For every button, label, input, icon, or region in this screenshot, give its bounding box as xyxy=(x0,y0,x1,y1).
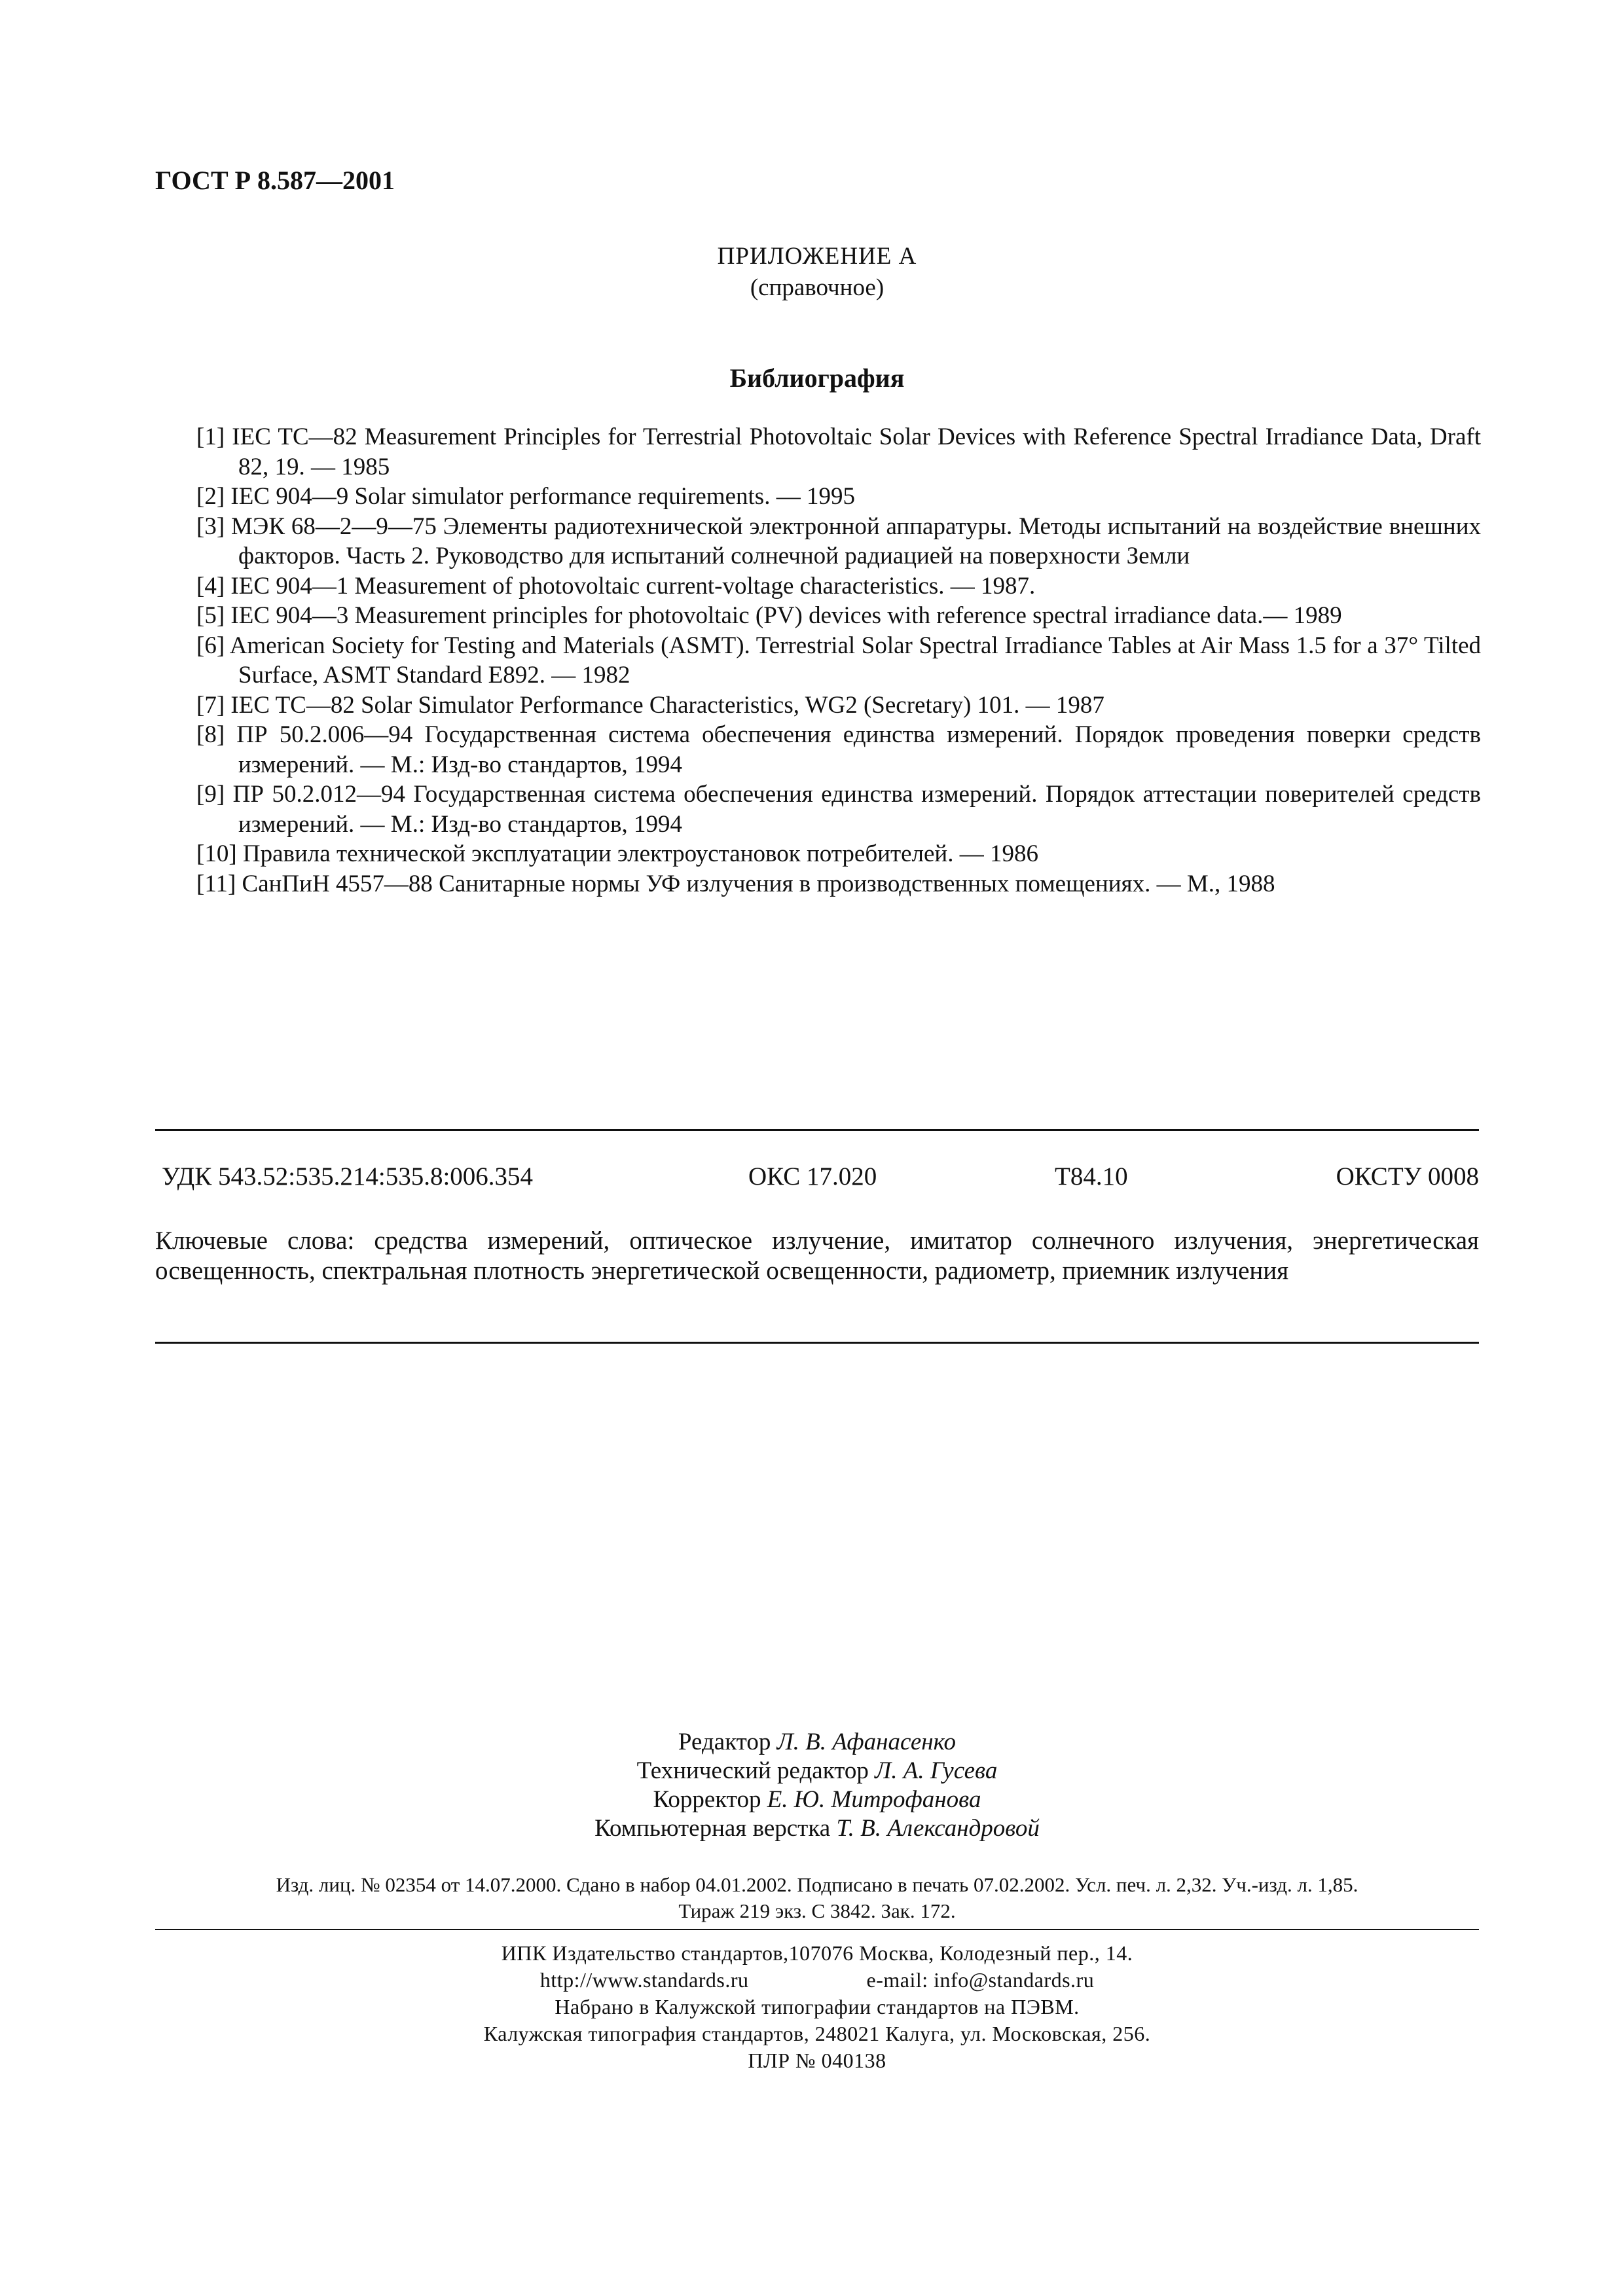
publisher-line: Калужская типография стандартов, 248021 Калуга, ул. Московская, 256. xyxy=(483,2022,1151,2045)
imprint-line: Изд. лиц. № 02354 от 14.07.2000. Сдано в набор 04.01.2002. Подписано в печать 07.02.2002. Усл. печ. л. 2,32. Уч.-изд. л. 1,85. xyxy=(276,1873,1359,1896)
publisher-contacts xyxy=(155,1967,1479,1994)
staff-name: Т. В. Александровой xyxy=(836,1815,1040,1842)
staff-credits xyxy=(155,1728,1479,1843)
imprint xyxy=(155,1872,1479,1924)
staff-role: Корректор xyxy=(653,1786,761,1813)
staff-line xyxy=(155,1728,1479,1757)
okstu-code: ОКСТУ 0008 xyxy=(1336,1162,1479,1191)
staff-name: Е. Ю. Митрофанова xyxy=(767,1786,981,1813)
bibliography-item: [10] Правила технической эксплуатации электроустановок потребителей. — 1986 xyxy=(196,840,1038,867)
t-code: Т84.10 xyxy=(1055,1162,1128,1191)
staff-line xyxy=(155,1785,1479,1814)
bibliography-item: [11] СанПиН 4557—88 Санитарные нормы УФ излучения в производственных помещениях. — М., 1988 xyxy=(196,870,1275,897)
bibliography-item: [6] American Society for Testing and Materials (ASMT). Terrestrial Solar Spectral Irradiance Tables at Air Mass 1.5 for a 37° Tilted Surface, ASMT Standard E892. — 1982 xyxy=(196,632,1481,689)
staff-line xyxy=(155,1757,1479,1785)
bibliography-item: [3] МЭК 68—2—9—75 Элементы радиотехнической электронной аппаратуры. Методы испытаний на воздействие внешних факторов. Часть 2. Руководство для испытаний солнечной радиацией на поверхности Земли xyxy=(196,512,1481,569)
bibliography-item: [4] IEC 904—1 Measurement of photovoltaic current-voltage characteristics. — 1987. xyxy=(196,572,1036,600)
staff-role: Компьютерная верстка xyxy=(594,1815,831,1842)
annex-title: ПРИЛОЖЕНИЕ А xyxy=(717,243,917,270)
imprint-line: Тираж 219 экз. С 3842. Зак. 172. xyxy=(678,1899,956,1922)
bibliography-item: [5] IEC 904—3 Measurement principles for photovoltaic (PV) devices with reference spectral irradiance data.— 1989 xyxy=(196,602,1342,629)
staff-name: Л. В. Афанасенко xyxy=(776,1729,957,1755)
website-link[interactable]: http://www.standards.ru xyxy=(539,1968,749,1992)
top-divider xyxy=(155,1129,1479,1131)
bibliography-item: [9] ПР 50.2.012—94 Государственная система обеспечения единства измерений. Порядок аттестации поверителей средств измерений. — М.: Изд-во стандартов, 1994 xyxy=(196,781,1481,838)
publisher-info xyxy=(155,1940,1479,2074)
bibliography-item: [8] ПР 50.2.006—94 Государственная система обеспечения единства измерений. Порядок проведения поверки средств измерений. — М.: Изд-во стандартов, 1994 xyxy=(196,721,1481,778)
bibliography-item: [1] IEC TC—82 Measurement Principles for Terrestrial Photovoltaic Solar Devices with Reference Spectral Irradiance Data, Draft 82, 19. — 1985 xyxy=(196,423,1481,480)
bibliography-list xyxy=(196,422,1481,899)
staff-name: Л. А. Гусева xyxy=(875,1757,998,1784)
keywords: Ключевые слова: средства измерений, оптическое излучение, имитатор солнечного излучения, энергетическая освещенность, спектральная плотность энергетической освещенности, радиометр, приемник излучения xyxy=(155,1227,1479,1285)
udk-code: УДК 543.52:535.214:535.8:006.354 xyxy=(162,1162,534,1191)
annex-subtitle: (справочное) xyxy=(750,274,884,301)
bibliography-item: [2] IEC 904—9 Solar simulator performance requirements. — 1995 xyxy=(196,483,855,510)
classification-codes xyxy=(155,1162,1479,1194)
bottom-divider xyxy=(155,1342,1479,1344)
bibliography-title: Библиография xyxy=(729,363,905,393)
bibliography-item: [7] IEC TC—82 Solar Simulator Performance Characteristics, WG2 (Secretary) 101. — 1987 xyxy=(196,691,1104,719)
oks-code: ОКС 17.020 xyxy=(748,1162,877,1191)
staff-line xyxy=(155,1814,1479,1843)
publisher-line: ИПК Издательство стандартов,107076 Москва, Колодезный пер., 14. xyxy=(501,1941,1133,1965)
standard-id: ГОСТ Р 8.587—2001 xyxy=(155,166,395,195)
email-link[interactable]: e-mail: info@standards.ru xyxy=(866,1968,1095,1992)
staff-role: Технический редактор xyxy=(636,1757,869,1784)
imprint-divider xyxy=(155,1929,1479,1930)
publisher-line: ПЛР № 040138 xyxy=(748,2049,886,2072)
staff-role: Редактор xyxy=(678,1729,771,1755)
publisher-line: Набрано в Калужской типографии стандартов на ПЭВМ. xyxy=(555,1995,1080,2018)
